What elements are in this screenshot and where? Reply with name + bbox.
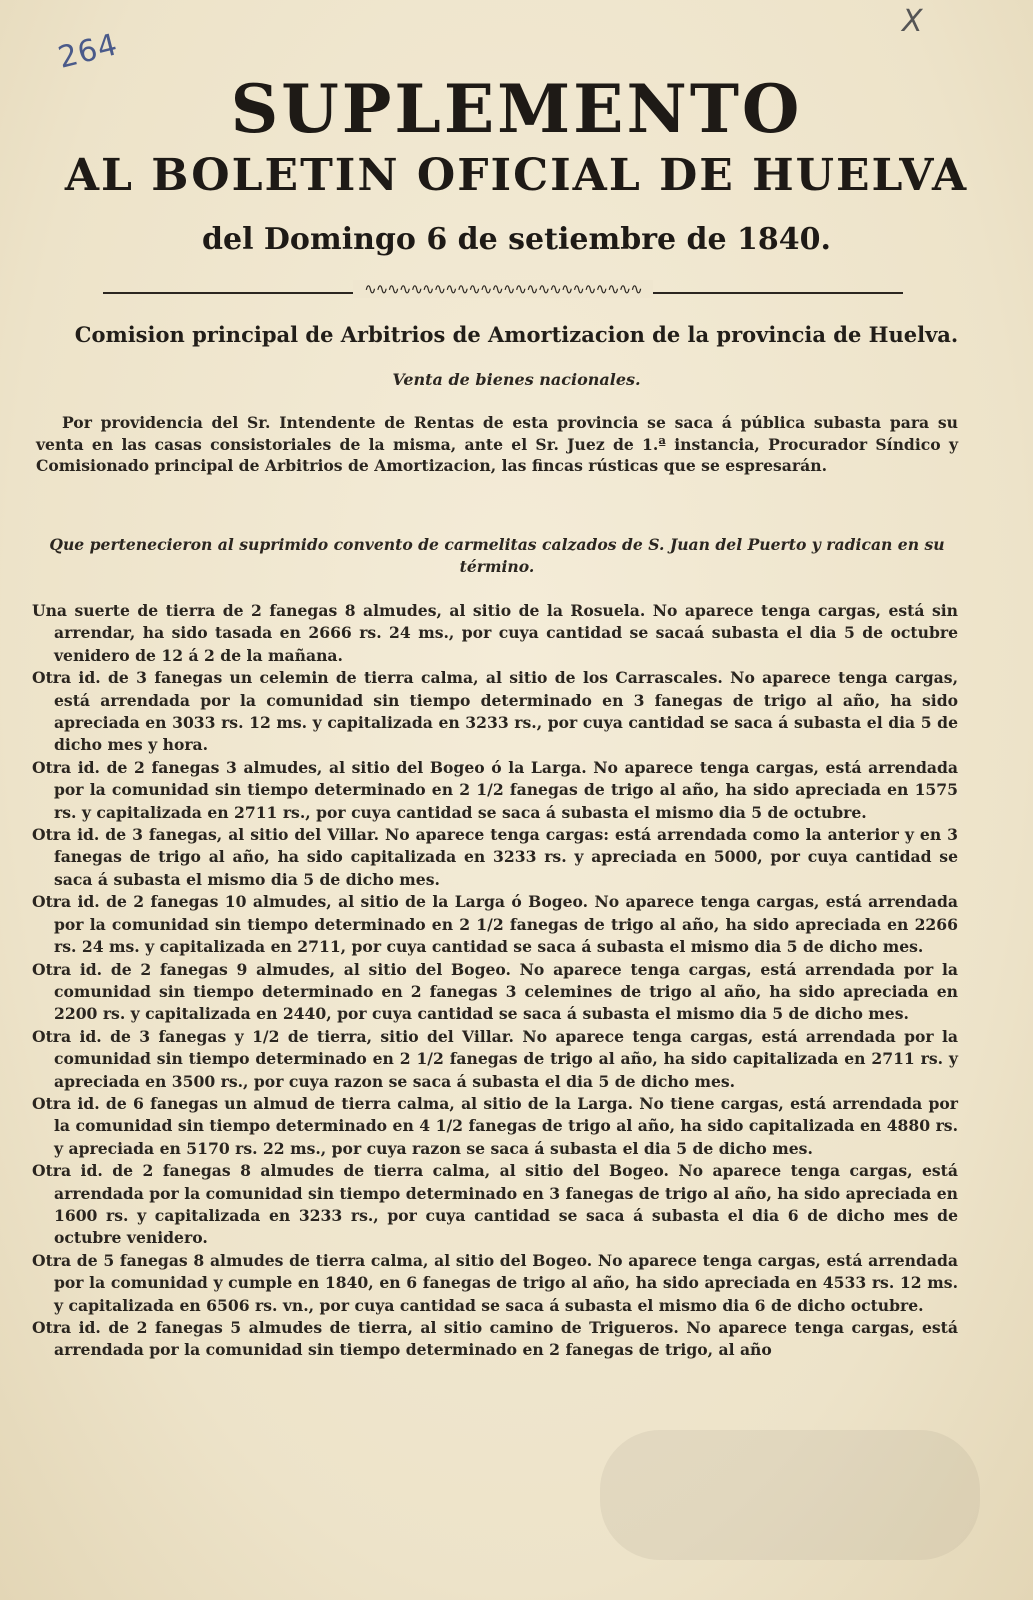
- property-entry: Otra id. de 2 fanegas 3 almudes, al sitio del Bogeo ó la Larga. No aparece tenga cargas, está arrendada por la comunidad sin tiempo determinado en 2 1/2 fanegas de trigo al año, ha sido apreciada en 1575 rs. y capitalizada en 2711 rs., por cuya cantidad se saca á subasta el mismo dia 5 de octubre.: [32, 757, 958, 822]
- property-entry: Otra id. de 3 fanegas un celemin de tierra calma, al sitio de los Carrascales. No aparece tenga cargas, está arrendada por la comunidad sin tiempo determinado en 3 fanegas de trigo al año, ha sido apreciada en 3033 rs. 12 ms. y capitalizada en 3233 rs., por cuya cantidad se saca á subasta el dia 5 de dicho mes y hora.: [32, 668, 958, 755]
- handwritten-mark: X: [902, 4, 923, 39]
- property-entry: Otra id. de 3 fanegas y 1/2 de tierra, sitio del Villar. No aparece tenga cargas, está arrendada por la comunidad sin tiempo determinado en 2 1/2 fanegas de trigo al año, ha sido capitalizada en 2711 rs. y apreciada en 3500 rs., por cuya razon se saca á subasta el dia 5 de dicho mes.: [32, 1026, 958, 1091]
- section-heading: Que pertenecieron al suprimido convento de carmelitas calzados de S. Juan del Puerto y radican en su término.: [49, 535, 945, 576]
- intro-paragraph: Por providencia del Sr. Intendente de Rentas de esta provincia se saca á pública subasta para su venta en las casas consistoriales de la misma, ante el Sr. Juez de 1.ª instancia, Procurador Síndico y Comisionado principal de Arbitrios de Amortizacion, las fincas rústicas que se espresarán.: [36, 413, 958, 475]
- property-entry: Otra id. de 2 fanegas 5 almudes de tierra, al sitio camino de Trigueros. No aparece tenga cargas, está arrendada por la comunidad sin tiempo determinado en 2 fanegas de trigo, al año: [32, 1318, 958, 1360]
- handwritten-page-number: 264: [54, 27, 122, 76]
- document-subtitle: AL BOLETIN OFICIAL DE HUELVA: [64, 150, 969, 201]
- faded-watermark-stamp: [600, 1430, 980, 1560]
- property-entry: Otra id. de 2 fanegas 8 almudes de tierra calma, al sitio del Bogeo. No aparece tenga cargas, está arrendada por la comunidad sin tiempo determinado en 3 fanegas de trigo al año, ha sido apreciada en 1600 rs. y capitalizada en 3233 rs., por cuya cantidad se saca á subasta el dia 6 de dicho mes de octubre venidero.: [32, 1161, 958, 1248]
- document-title: SUPLEMENTO: [230, 70, 803, 148]
- sale-heading: Venta de bienes nacionales.: [392, 370, 641, 389]
- ornament-glyphs: ∿∿∿∿∿∿∿∿∿∿∿∿∿∿∿∿∿∿∿∿∿∿∿∿: [353, 280, 653, 298]
- property-list: [32, 600, 958, 1362]
- commission-title: Comision principal de Arbitrios de Amortizacion de la provincia de Huelva.: [74, 322, 959, 347]
- ornamental-divider: [103, 280, 903, 302]
- property-entry: Una suerte de tierra de 2 fanegas 8 almudes, al sitio de la Rosuela. No aparece tenga cargas, está sin arrendar, ha sido tasada en 2666 rs. 24 ms., por cuya cantidad se sacaá subasta el dia 5 de octubre venidero de 12 á 2 de la mañana.: [32, 601, 958, 665]
- property-entry: Otra id. de 2 fanegas 10 almudes, al sitio de la Larga ó Bogeo. No aparece tenga cargas, está arrendada por la comunidad sin tiempo determinado en 2 1/2 fanegas de trigo al año, ha sido apreciada en 2266 rs. 24 ms. y capitalizada en 2711, por cuya cantidad se saca á subasta el mismo dia 5 de dicho mes.: [32, 892, 958, 957]
- property-entry: Otra id. de 2 fanegas 9 almudes, al sitio del Bogeo. No aparece tenga cargas, está arrendada por la comunidad sin tiempo determinado en 2 fanegas 3 celemines de trigo al año, ha sido apreciada en 2200 rs. y capitalizada en 2440, por cuya cantidad se saca á subasta el mismo dia 5 de dicho mes.: [32, 959, 958, 1024]
- property-entry: Otra de 5 fanegas 8 almudes de tierra calma, al sitio del Bogeo. No aparece tenga cargas, está arrendada por la comunidad y cumple en 1840, en 6 fanegas de trigo al año, ha sido apreciada en 4533 rs. 12 ms. y capitalizada en 6506 rs. vn., por cuya cantidad se saca á subasta el mismo dia 6 de dicho octubre.: [32, 1250, 958, 1315]
- property-entry: Otra id. de 3 fanegas, al sitio del Villar. No aparece tenga cargas: está arrendada como la anterior y en 3 fanegas de trigo al año, ha sido capitalizada en 3233 rs. y apreciada en 5000, por cuya cantidad se saca á subasta el mismo dia 5 de dicho mes.: [32, 825, 958, 889]
- document-date: del Domingo 6 de setiembre de 1840.: [202, 222, 831, 257]
- property-entry: Otra id. de 6 fanegas un almud de tierra calma, al sitio de la Larga. No tiene cargas, está arrendada por la comunidad sin tiempo determinado en 4 1/2 fanegas de trigo al año, ha sido capitalizada en 4880 rs. y apreciada en 5170 rs. 22 ms., por cuya razon se saca á subasta el dia 5 de dicho mes.: [32, 1093, 958, 1158]
